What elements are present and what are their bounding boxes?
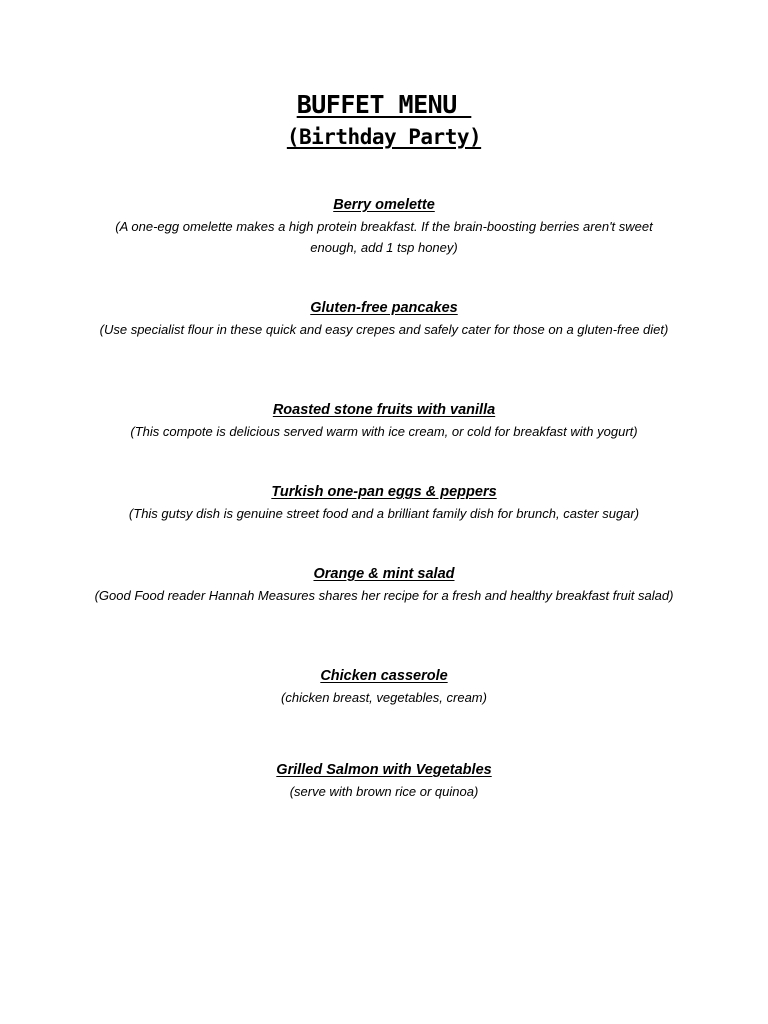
- menu-item-name: Grilled Salmon with Vegetables: [276, 762, 492, 778]
- menu-item-name: Roasted stone fruits with vanilla: [272, 402, 496, 418]
- menu-item-description: (This compote is delicious served warm with ice cream, or cold for breakfast with yogurt): [130, 424, 638, 439]
- menu-item-turkish-eggs-peppers: [90, 481, 678, 524]
- menu-item-name: Orange & mint salad: [313, 566, 455, 582]
- menu-item-name: Chicken casserole: [320, 668, 448, 684]
- menu-subtitle: (Birthday Party): [286, 125, 482, 149]
- menu-item-name: Turkish one-pan eggs & peppers: [271, 484, 497, 500]
- menu-header: [0, 88, 768, 152]
- menu-item-gluten-free-pancakes: [90, 297, 678, 340]
- menu-item-description: (This gutsy dish is genuine street food and a brilliant family dish for brunch, caster sugar): [128, 506, 640, 521]
- menu-item-chicken-casserole: [90, 665, 678, 708]
- menu-item-description: (chicken breast, vegetables, cream): [281, 690, 487, 705]
- menu-item-description: (serve with brown rice or quinoa): [289, 784, 479, 799]
- menu-item-grilled-salmon: [90, 759, 678, 802]
- menu-item-name: Gluten-free pancakes: [310, 300, 458, 316]
- menu-item-description: (Use specialist flour in these quick and easy crepes and safely cater for those on a gluten-free diet): [99, 322, 669, 337]
- menu-item-berry-omelette: [90, 194, 678, 258]
- menu-title: BUFFET MENU: [296, 90, 472, 119]
- menu-item-description: (A one-egg omelette makes a high protein breakfast. If the brain-boosting berries aren't sweet enough, add 1 tsp honey): [115, 219, 653, 255]
- menu-item-orange-mint-salad: [90, 563, 678, 606]
- menu-item-name: Berry omelette: [333, 197, 435, 213]
- menu-item-description: (Good Food reader Hannah Measures shares her recipe for a fresh and healthy breakfast fruit salad): [94, 588, 674, 603]
- menu-item-roasted-stone-fruits: [90, 399, 678, 442]
